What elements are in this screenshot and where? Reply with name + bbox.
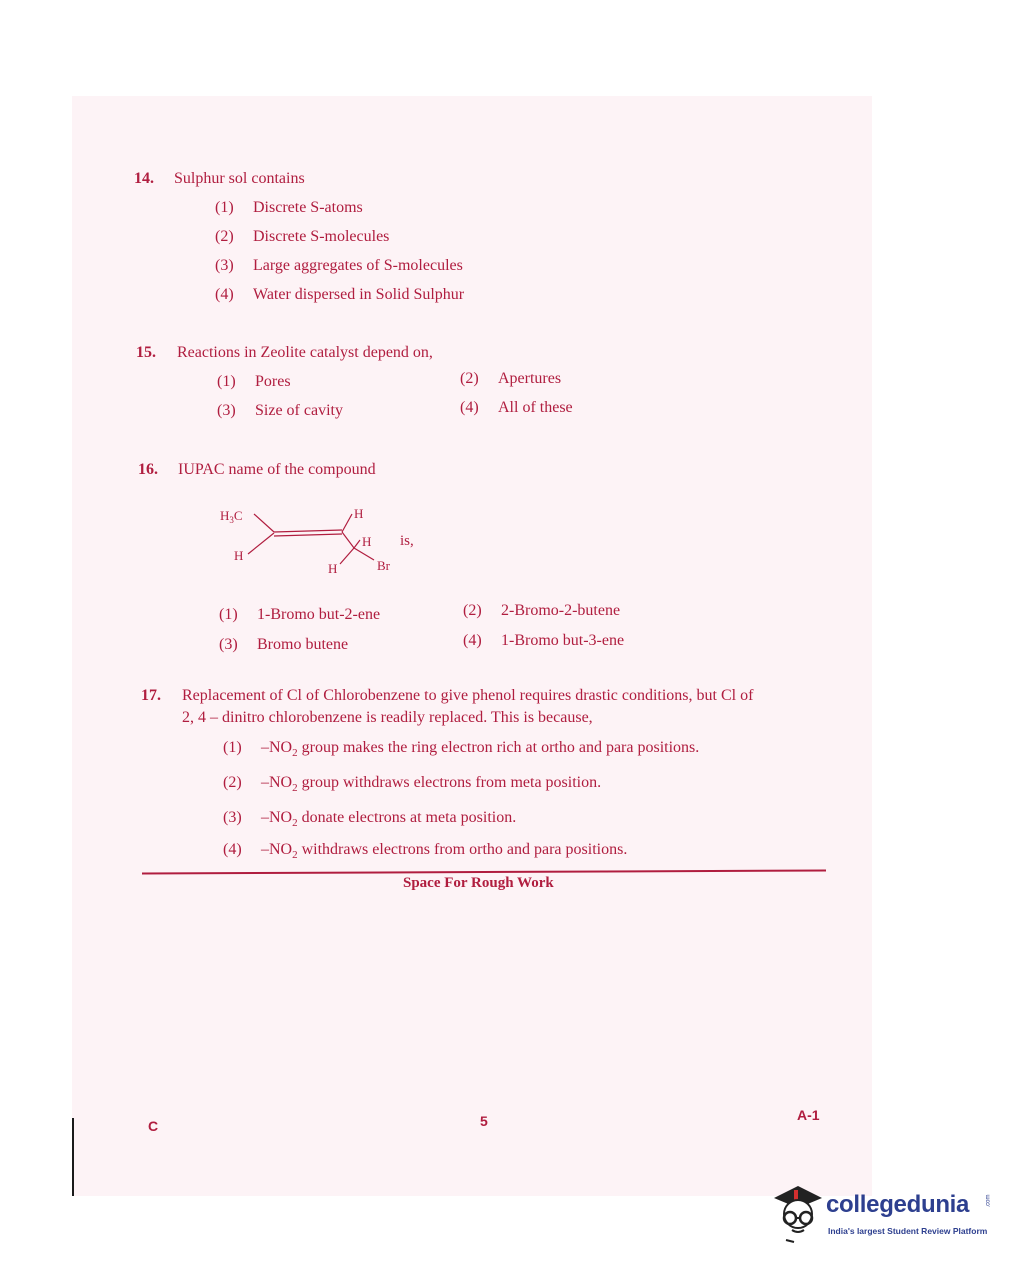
group-formula: –NO xyxy=(261,841,293,858)
option xyxy=(223,774,601,794)
label-h-mid: H xyxy=(362,534,372,549)
question-number: 15. xyxy=(136,344,156,361)
rough-work-label: Space For Rough Work xyxy=(403,875,554,891)
option-text: group withdraws electrons from meta position. xyxy=(297,774,602,791)
option-number: (3) xyxy=(223,809,242,826)
option-number: (2) xyxy=(460,370,479,387)
option xyxy=(217,373,291,391)
option-text: Size of cavity xyxy=(255,402,343,419)
option-number: (1) xyxy=(217,373,236,390)
option-number: (1) xyxy=(215,199,234,216)
option xyxy=(215,286,464,304)
question-16 xyxy=(138,461,376,479)
question-text-line-1: Replacement of Cl of Chlorobenzene to give phenol requires drastic conditions, but Cl of xyxy=(182,687,754,704)
label-h-bottom: H xyxy=(328,561,338,576)
compound-structure xyxy=(214,500,414,580)
option xyxy=(223,809,516,829)
option-number: (4) xyxy=(215,286,234,303)
option-text: withdraws electrons from ortho and para positions. xyxy=(297,841,628,858)
option xyxy=(219,606,380,624)
option xyxy=(215,228,389,246)
option-text: Apertures xyxy=(498,370,562,387)
page-number: 5 xyxy=(480,1113,488,1129)
logo-wordmark: collegedunia xyxy=(826,1191,970,1218)
footer-series-code: C xyxy=(148,1118,159,1134)
label-h-left: H xyxy=(234,548,244,563)
option-text: Bromo butene xyxy=(257,636,349,653)
option-number: (4) xyxy=(463,632,482,649)
question-number: 17. xyxy=(141,687,161,704)
option-text: Discrete S-molecules xyxy=(253,228,390,245)
option-text: Pores xyxy=(255,373,291,390)
option-number: (2) xyxy=(463,602,482,619)
option xyxy=(217,402,343,420)
question-text-line-2: 2, 4 – dinitro chlorobenzene is readily replaced. This is because, xyxy=(182,709,593,726)
collegedunia-logo xyxy=(768,1178,1008,1248)
question-14 xyxy=(134,170,305,188)
option-number: (4) xyxy=(460,399,479,416)
option-number: (4) xyxy=(223,841,242,858)
logo-tagline: India's largest Student Review Platform xyxy=(828,1226,988,1236)
bond-lines xyxy=(248,514,374,564)
question-text: Reactions in Zeolite catalyst depend on, xyxy=(177,344,433,361)
option xyxy=(460,370,561,388)
option-text: Water dispersed in Solid Sulphur xyxy=(253,286,465,303)
option-text: Discrete S-atoms xyxy=(253,199,363,216)
option-number: (2) xyxy=(215,228,234,245)
option xyxy=(223,841,627,861)
group-formula: –NO xyxy=(261,809,293,826)
option-text: 2-Bromo-2-butene xyxy=(501,602,621,619)
question-text: Sulphur sol contains xyxy=(174,170,305,187)
group-subscript: 2 xyxy=(292,782,298,795)
option-text: 1-Bromo but-2-ene xyxy=(257,606,381,623)
option-number: (1) xyxy=(223,739,242,756)
option-text: All of these xyxy=(498,399,573,416)
footer-booklet-code: A-1 xyxy=(797,1107,820,1123)
option xyxy=(463,632,624,650)
option xyxy=(219,636,348,654)
option xyxy=(215,199,363,217)
label-h-top: H xyxy=(354,506,364,521)
option-number: (2) xyxy=(223,774,242,791)
label-br: Br xyxy=(377,558,390,573)
option xyxy=(223,739,699,759)
logo-domain-suffix: .com xyxy=(985,1194,992,1208)
option-number: (3) xyxy=(219,636,238,653)
question-text: IUPAC name of the compound xyxy=(178,461,376,478)
group-subscript: 2 xyxy=(292,817,298,830)
option-text: group makes the ring electron rich at ortho and para positions. xyxy=(297,739,700,756)
option-number: (3) xyxy=(215,257,234,274)
label-h3c: $H_3C$ xyxy=(220,508,243,525)
option xyxy=(460,399,573,417)
option xyxy=(463,602,620,620)
question-number: 14. xyxy=(134,170,154,187)
logo-mascot-icon xyxy=(768,1178,826,1248)
option-text: donate electrons at meta position. xyxy=(297,809,517,826)
option-number: (1) xyxy=(219,606,238,623)
option-text: Large aggregates of S-molecules xyxy=(253,257,463,274)
question-number: 16. xyxy=(138,461,158,478)
page-edge-mark xyxy=(72,1118,74,1196)
question-15 xyxy=(136,344,433,362)
group-subscript: 2 xyxy=(292,747,298,760)
option-text: 1-Bromo but-3-ene xyxy=(501,632,625,649)
option-number: (3) xyxy=(217,402,236,419)
group-subscript: 2 xyxy=(292,849,298,862)
question-17-continued xyxy=(182,709,593,727)
group-formula: –NO xyxy=(261,774,293,791)
label-is: is, xyxy=(400,533,414,549)
group-formula: –NO xyxy=(261,739,293,756)
question-17 xyxy=(141,687,753,705)
option xyxy=(215,257,463,275)
